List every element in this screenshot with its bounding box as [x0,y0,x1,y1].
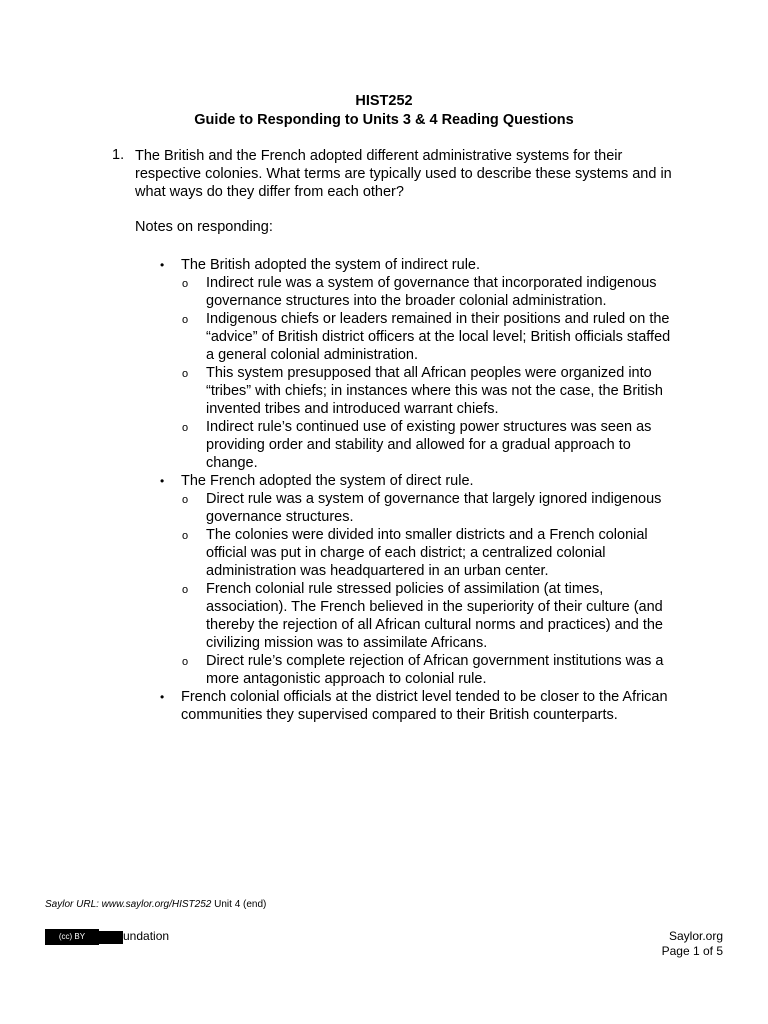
sub-list-item-text: Indigenous chiefs or leaders remained in their positions and ruled on the “advice” of British district officers at the local level; British officials staffed a general colonial administration. [206,311,671,363]
footer-url [45,899,266,910]
sub-list-item-text: Indirect rule’s continued use of existing power structures was seen as providing order and stability and allowed for a gradual approach to change. [206,419,652,471]
foundation-suffix: undation [123,929,170,944]
list-item-text: The French adopted the system of direct rule. [181,473,474,489]
sub-bullet-icon: o [182,494,189,506]
bullet-icon: • [160,474,165,488]
question-number: 1. [112,147,125,163]
footer-site: Saylor.org [668,929,723,943]
sub-list-item [160,418,680,472]
footer-url-suffix: Unit 4 (end) [211,899,267,910]
sub-list-item [160,652,680,688]
sub-list-item [160,580,680,652]
sub-list-item-text: Indirect rule was a system of governance that incorporated indigenous governance structures into the broader colonial administration. [206,275,657,309]
list-item-text: The British adopted the system of indirect rule. [181,257,481,273]
cc-badge-text: (cc) BY [58,932,86,941]
cc-license-badge [45,929,99,945]
bullet-icon: • [160,690,165,704]
sub-bullet-icon: o [182,422,189,434]
notes-list [160,256,680,724]
sub-bullet-icon: o [182,656,189,668]
redaction-block [95,931,123,944]
sub-list-item-text: Direct rule was a system of governance that largely ignored indigenous governance structures. [206,491,662,525]
sub-list-item [160,364,680,418]
list-item [160,472,680,490]
sub-bullet-icon: o [182,314,189,326]
list-item-text: French colonial officials at the district level tended to be closer to the African communities they supervised compared to their British counterparts. [181,689,668,723]
footer-url-link[interactable]: Saylor URL: www.saylor.org/HIST252 [45,899,212,910]
sub-list-item-text: The colonies were divided into smaller districts and a French colonial official was put in charge of each district; a centralized colonial administration was headquartered in an urban center. [206,527,648,579]
sub-bullet-icon: o [182,530,189,542]
sub-list-item [160,526,680,580]
notes-label: Notes on responding: [135,219,273,235]
sub-list-item [160,310,680,364]
sub-bullet-icon: o [182,278,189,290]
page-title: Guide to Responding to Units 3 & 4 Reading Questions [194,112,574,128]
list-item [160,256,680,274]
list-item [160,688,680,724]
sub-bullet-icon: o [182,584,189,596]
sub-list-item-text: French colonial rule stressed policies of assimilation (at times, association). The French believed in the superiority of their culture (and thereby the rejection of all African cultural norms and practices) and the civilizing mission was to assimilate Africans. [206,581,663,651]
course-code: HIST252 [355,93,413,109]
footer-page-number: Page 1 of 5 [661,944,723,958]
sub-list-item-text: This system presupposed that all African peoples were organized into “tribes” with chiefs; in instances where this was not the case, the British invented tribes and introduced warrant chiefs. [206,365,663,417]
footer-foundation [45,929,169,945]
bullet-icon: • [160,258,165,272]
sub-bullet-icon: o [182,368,189,380]
sub-list-item [160,490,680,526]
question-text: The British and the French adopted different administrative systems for their respective colonies. What terms are typically used to describe these systems and in what ways do they differ from each other? [135,148,672,200]
sub-list-item [160,274,680,310]
footer-right [662,929,723,959]
sub-list-item-text: Direct rule’s complete rejection of African government institutions was a more antagonistic approach to colonial rule. [206,653,664,687]
